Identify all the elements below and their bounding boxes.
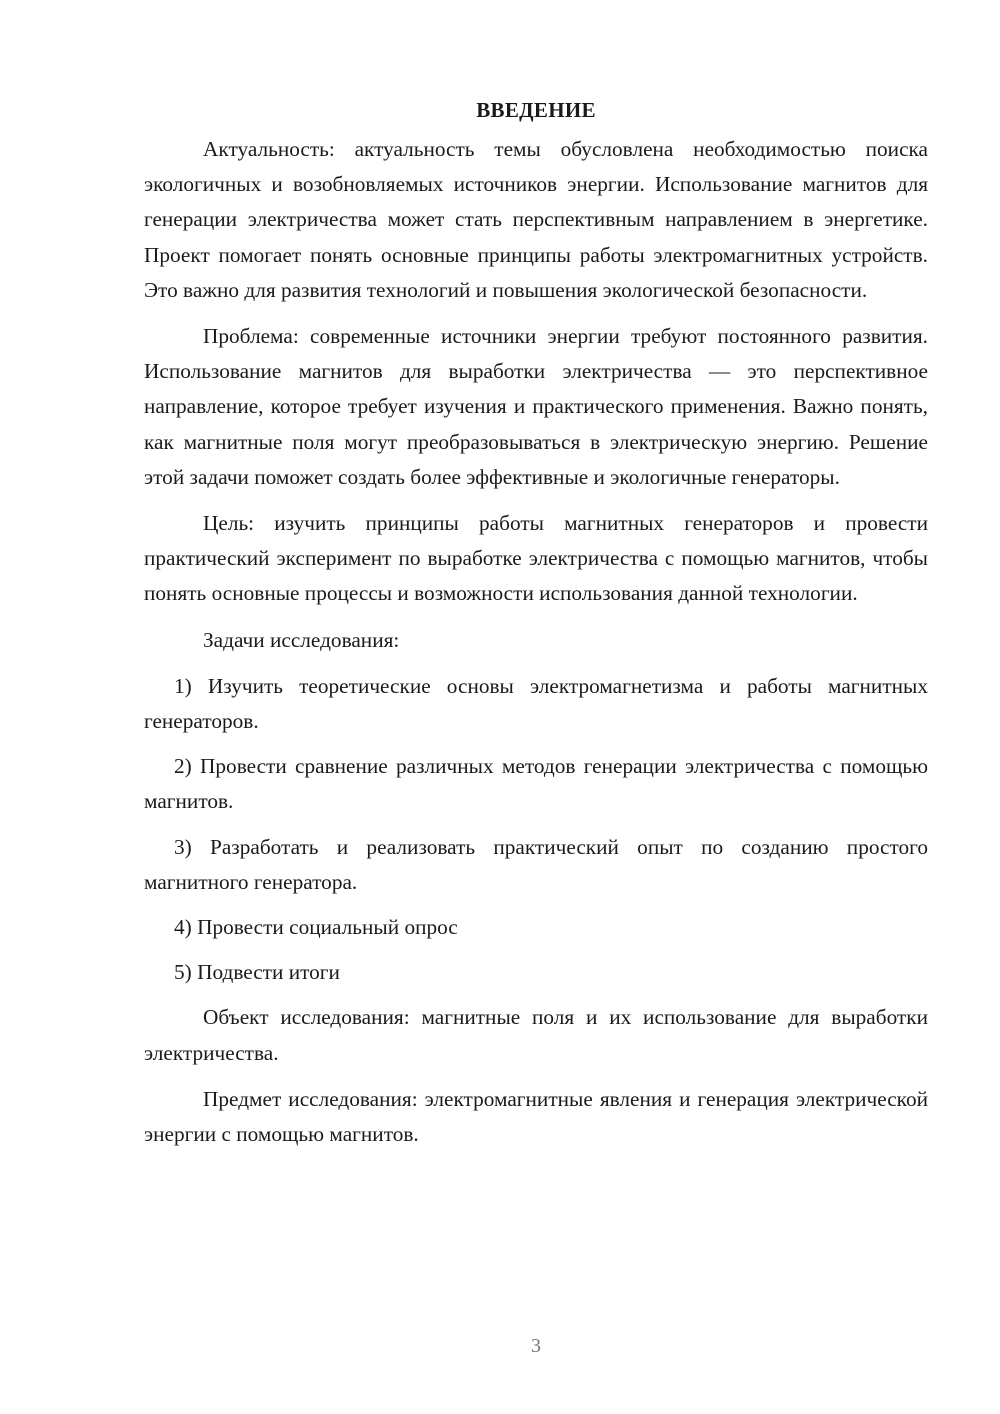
task-item: 1) Изучить теоретические основы электромагнетизма и работы магнитных генераторов. [144,673,928,734]
goal-paragraph: Цель: изучить принципы работы магнитных генераторов и провести практический эксперимент по выработке электричества с помощью магнитов, чтобы понять основные процессы и возможности использования данной технологии. [144,511,928,606]
task-item: 2) Провести сравнение различных методов генерации электричества с помощью магнитов. [144,754,928,814]
object-paragraph: Объект исследования: магнитные поля и их использование для выработки электричества. [144,1005,928,1065]
tasks-label: Задачи исследования: [203,627,400,652]
section-heading: ВВЕДЕНИЕ [476,98,596,122]
task-item: 5) Подвести итоги [174,960,340,985]
page-content [144,96,928,1163]
problem-paragraph: Проблема: современные источники энергии требуют постоянного развития. Использование магнитов для выработки электричества — это перспективное направление, которое требует изучения и практического применения. Важно понять, как магнитные поля могут преобразовываться в электрическую энергию. Решение этой задачи поможет создать более эффективные и экологичные генераторы. [144,324,928,489]
tasks-list [144,669,928,991]
subject-paragraph: Предмет исследования: электромагнитные явления и генерация электрической энергии с помощью магнитов. [144,1086,928,1147]
page-number-text: 3 [531,1335,541,1357]
task-item: 4) Провести социальный опрос [174,915,458,940]
relevance-paragraph: Актуальность: актуальность темы обусловлена необходимостью поиска экологичных и возобновляемых источников энергии. Использование магнитов для генерации электричества может стать перспективным направлением в энергетике. Проект помогает понять основные принципы работы электромагнитных устройств. Это важно для развития технологий и повышения экологической безопасности. [144,137,928,302]
page-number [0,1334,1000,1358]
task-item: 3) Разработать и реализовать практический опыт по созданию простого магнитного генератора. [144,834,928,894]
